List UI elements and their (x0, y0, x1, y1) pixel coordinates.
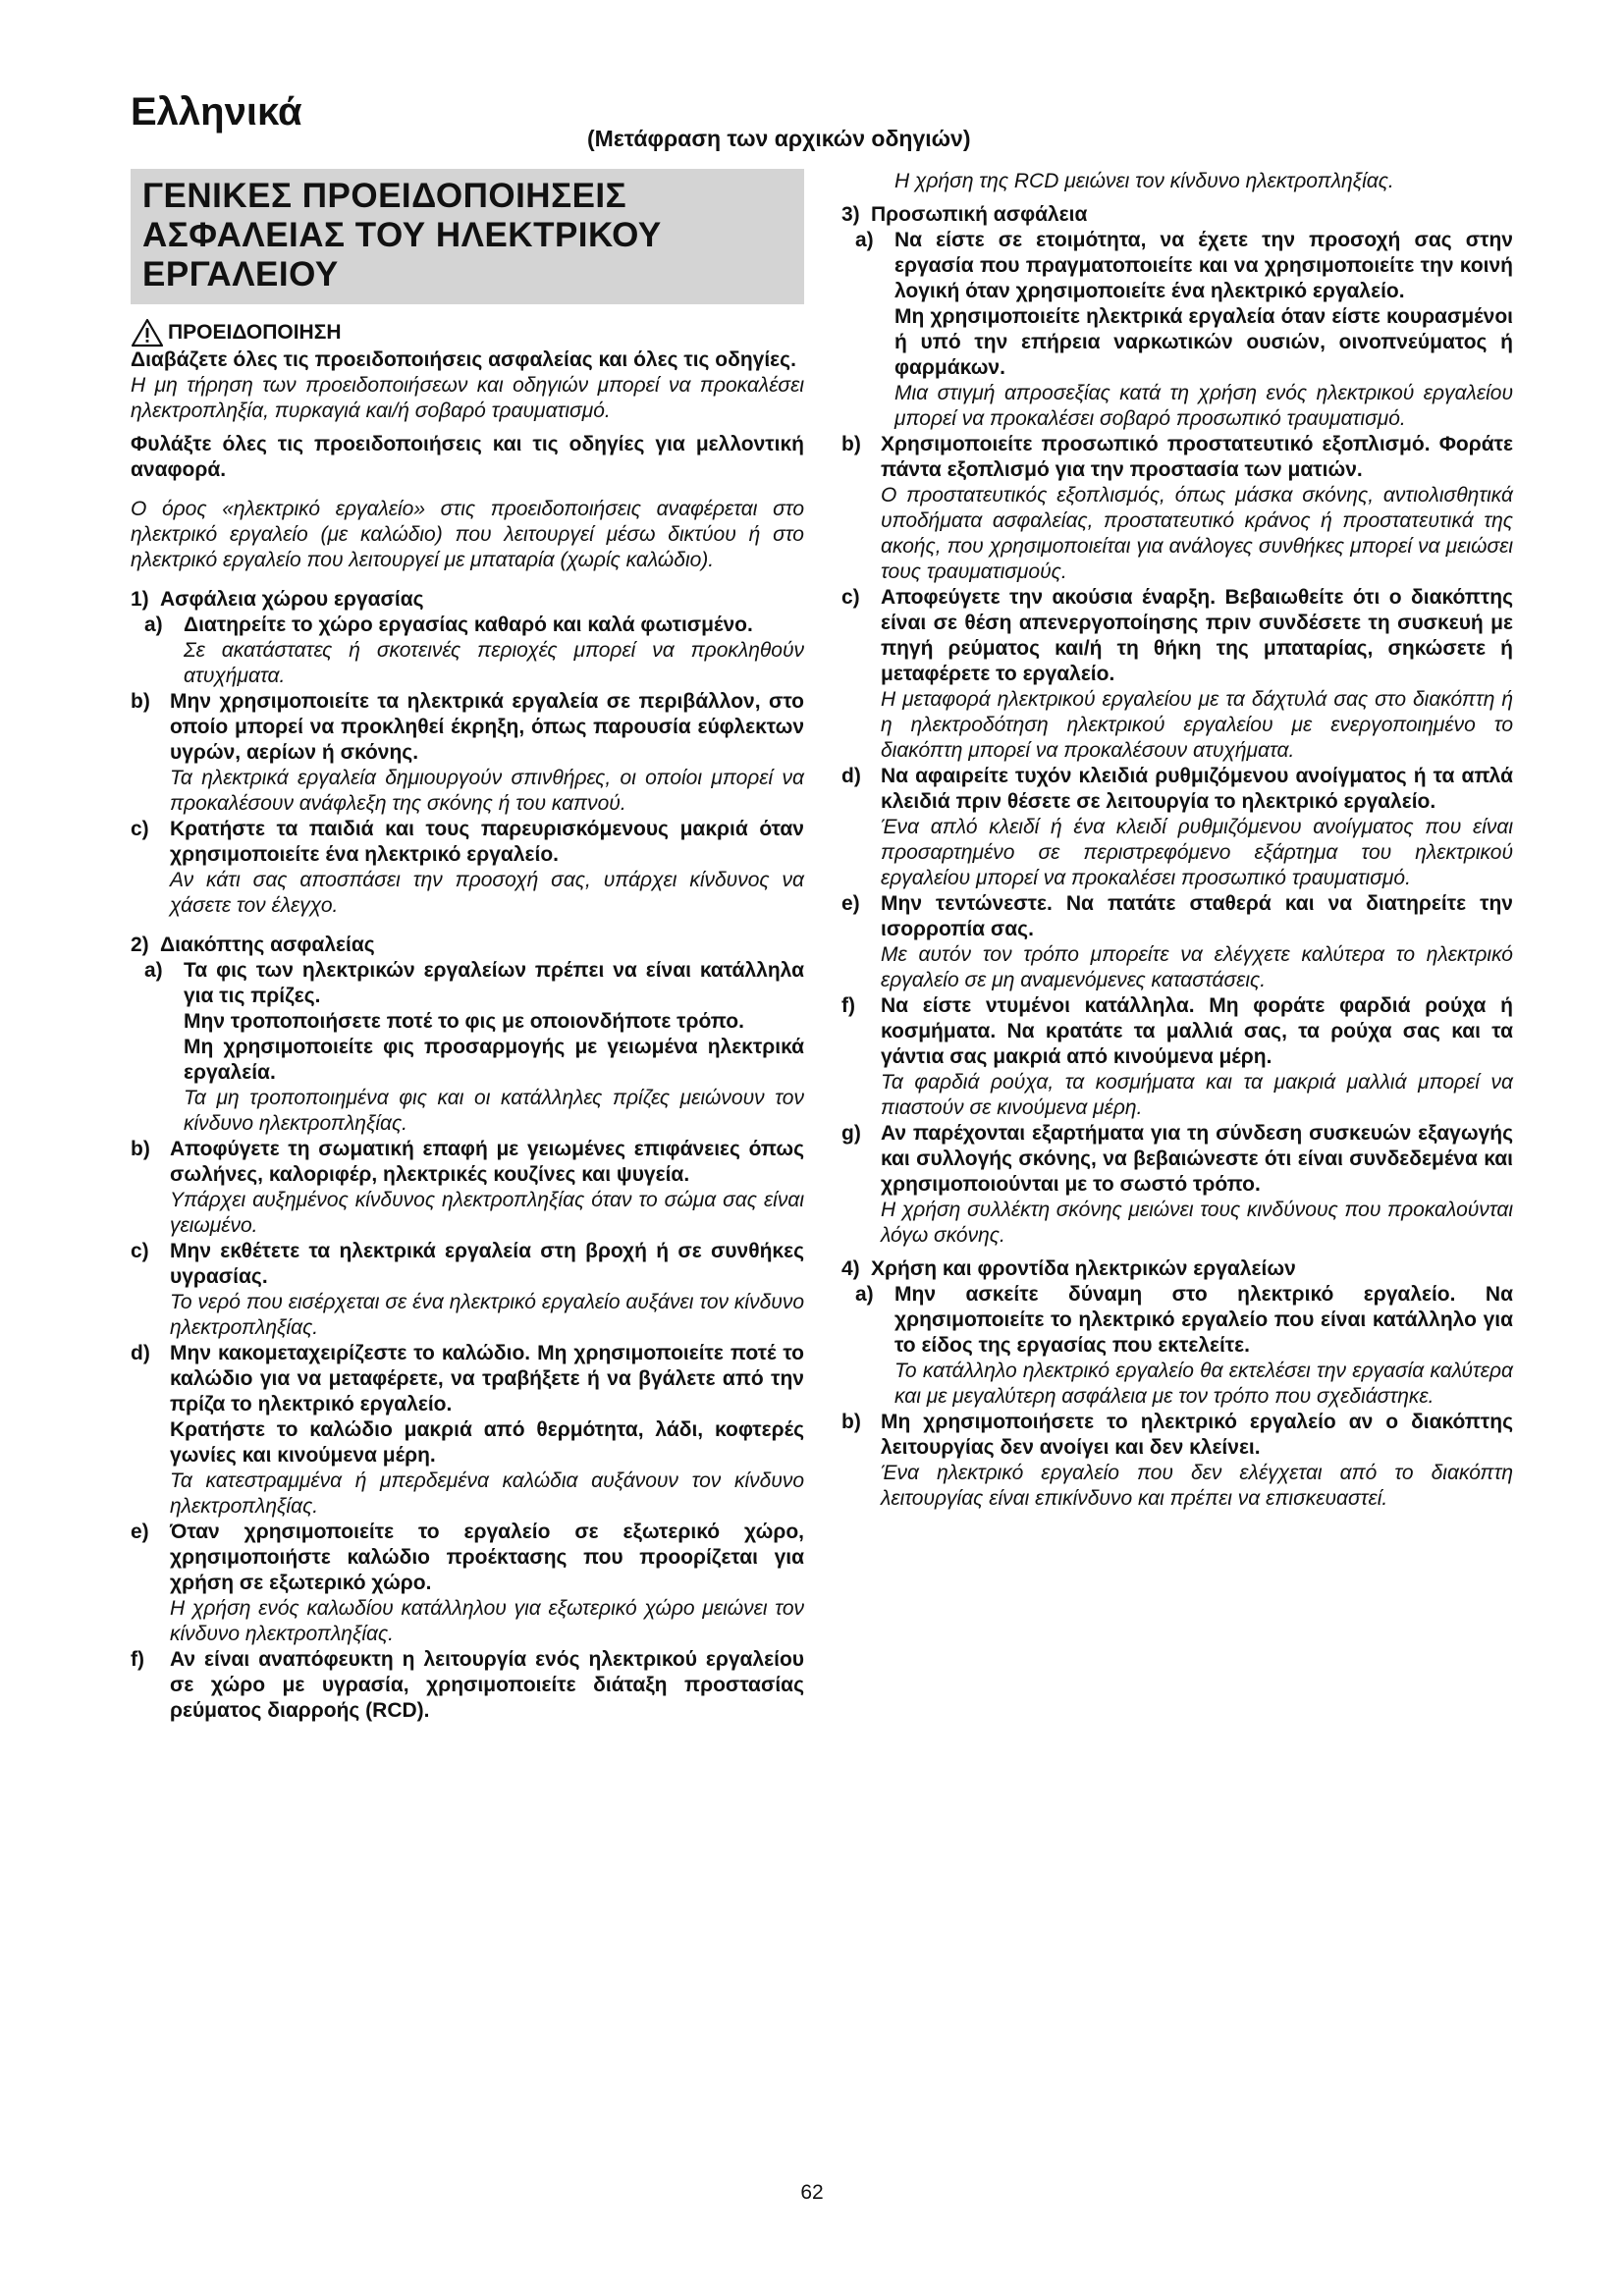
section-3-item-b: b) Χρησιμοποιείτε προσωπικό προστατευτικό εξοπλισμό. Φοράτε πάντα εξοπλισμό για την προστασία των ματιών. Ο προστατευτικός εξοπλισμός, όπως μάσκα σκόνης, αντιολισθητικά υποδήματα ασφαλείας, προστατευτικό κράνος ή προστατευτικά της ακοής, που χρησιμοποιείται για ανάλογες συνθήκες μπορεί να μειώσει τους τραυματισμούς. (841, 433, 1513, 583)
section-2-item-b: b) Αποφύγετε τη σωματική επαφή με γειωμένες επιφάνειες όπως σωλήνες, καλοριφέρ, ηλεκτρικές κουζίνες και ψυγεία. Υπάρχει αυξημένος κίνδυνος ηλεκτροπληξίας όταν το σώμα σας είναι γειωμένο. (131, 1138, 804, 1237)
warning-heading-label: ΠΡΟΕΙΔΟΠΟΙΗΣΗ (168, 321, 342, 344)
warning-triangle-icon (131, 318, 164, 347)
page-title: ΓΕΝΙΚΕΣ ΠΡΟΕΙΔΟΠΟΙΗΣΕΙΣ ΑΣΦΑΛΕΙΑΣ ΤΟΥ ΗΛΕΚΤΡΙΚΟΥ ΕΡΓΑΛΕΙΟΥ (131, 169, 804, 304)
warning-read-all: Διαβάζετε όλες τις προειδοποιήσεις ασφαλείας και όλες τις οδηγίες. (131, 348, 796, 371)
section-1-item-a: a) Διατηρείτε το χώρο εργασίας καθαρό και καλά φωτισμένο. Σε ακατάστατες ή σκοτεινές περιοχές μπορεί να προκληθούν ατυχήματα. (144, 614, 804, 687)
section-1-item-b: b) Μην χρησιμοποιείτε τα ηλεκτρικά εργαλεία σε περιβάλλον, στο οποίο μπορεί να προκληθεί έκρηξη, όπως παρουσία εύφλεκτων υγρών, αερίων ή σκόνης. Τα ηλεκτρικά εργαλεία δημιουργούν σπινθήρες, οι οποίοι μπορεί να προκαλέσουν ανάφλεξη της σκόνης ή του καπνού. (131, 690, 804, 815)
section-4-item-b: b) Μη χρησιμοποιήσετε το ηλεκτρικό εργαλείο αν ο διακόπτης λειτουργίας δεν ανοίγει και δεν κλείνει. Ένα ηλεκτρικό εργαλείο που δεν ελέγχεται από το διακόπτη λειτουργίας είναι επικίνδυνο και πρέπει να επισκευαστεί. (841, 1411, 1513, 1510)
section-2-item-d: d) Μην κακομεταχειρίζεστε το καλώδιο. Μη χρησιμοποιείτε ποτέ το καλώδιο για να μεταφέρετε, να τραβήξετε ή να βγάλετε από την πρίζα το ηλεκτρικό εργαλείο. Κρατήστε το καλώδιο μακριά από θερμότητα, λάδι, κοφτερές γωνίες και κινούμενα μέρη. Τα κατεστραμμένα ή μπερδεμένα καλώδια αυξάνουν τον κίνδυνο ηλεκτροπληξίας. (131, 1342, 804, 1518)
section-3-item-d: d) Να αφαιρείτε τυχόν κλειδιά ρυθμιζόμενου ανοίγματος ή τα απλά κλειδιά πριν θέσετε σε λειτουργία το ηλεκτρικό εργαλείο. Ένα απλό κλειδί ή ένα κλειδί ρυθμιζόμενου ανοίγματος που είναι προσαρτημένο σε περιστρεφόμενο εξάρτημα του ηλεκτρικού εργαλείου μπορεί να προκαλέσει προσωπικό τραυματισμό. (841, 765, 1513, 889)
section-3-item-e: e) Μην τεντώνεστε. Να πατάτε σταθερά και να διατηρείτε την ισορροπία σας. Με αυτόν τον τρόπο μπορείτε να ελέγχετε καλύτερα το ηλεκτρικό εργαλείο σε μη αναμενόμενες καταστάσεις. (841, 892, 1513, 991)
warning-consequence: Η μη τήρηση των προειδοποιήσεων και οδηγιών μπορεί να προκαλέσει ηλεκτροπληξία, πυρκαγιά και/ή σοβαρό τραυματισμό. (131, 374, 804, 422)
translation-note: (Μετάφραση των αρχικών οδηγιών) (587, 126, 971, 151)
section-2-item-f-note: Η χρήση της RCD μειώνει τον κίνδυνο ηλεκτροπληξίας. (894, 170, 1394, 192)
section-3-item-f: f) Να είστε ντυμένοι κατάλληλα. Μη φοράτε φαρδιά ρούχα ή κοσμήματα. Να κρατάτε τα μαλλιά σας, τα ρούχα σας και τα γάντια σας μακριά από κινούμενα μέρη. Τα φαρδιά ρούχα, τα κοσμήματα και τα μακριά μαλλιά μπορεί να πιαστούν σε κινούμενα μέρη. (841, 994, 1513, 1119)
section-1-item-c: c) Κρατήστε τα παιδιά και τους παρευρισκόμενους μακριά όταν χρησιμοποιείτε ένα ηλεκτρικό εργαλείο. Αν κάτι σας αποσπάσει την προσοχή σας, υπάρχει κίνδυνος να χάσετε τον έλεγχο. (131, 818, 804, 917)
section-3-item-a: a) Να είστε σε ετοιμότητα, να έχετε την προσοχή σας στην εργασία που πραγματοποιείτε και να χρησιμοποιείτε την κοινή λογική όταν χρησιμοποιείτε ένα ηλεκτρικό εργαλείο. Μη χρησιμοποιείτε ηλεκτρικά εργαλεία όταν είστε κουρασμένοι ή υπό την επήρεια ναρκωτικών ουσιών, οινοπνεύματος ή φαρμάκων. Μια στιγμή απροσεξίας κατά τη χρήση ενός ηλεκτρικού εργαλείου μπορεί να προκαλέσει σοβαρό προσωπικό τραυματισμό. (855, 229, 1513, 430)
page-number: 62 (800, 2181, 824, 2204)
warning-term-definition: Ο όρος «ηλεκτρικό εργαλείο» στις προειδοποιήσεις αναφέρεται στο ηλεκτρικό εργαλείο (με καλώδιο) που λειτουργεί μέσω δικτύου ή στο ηλεκτρικό εργαλείο που λειτουργεί με μπαταρία (χωρίς καλώδιο). (131, 498, 804, 571)
section-3-item-g: g) Αν παρέχονται εξαρτήματα για τη σύνδεση συσκευών εξαγωγής και συλλογής σκόνης, να βεβαιώνεστε ότι είναι συνδεδεμένα και χρησιμοποιούνται με το σωστό τρόπο. Η χρήση συλλέκτη σκόνης μειώνει τους κινδύνους που προκαλούνται λόγω σκόνης. (841, 1122, 1513, 1247)
section-3-heading: 3) Προσωπική ασφάλεια (841, 203, 1088, 226)
section-4-heading: 4) Χρήση και φροντίδα ηλεκτρικών εργαλείων (841, 1257, 1296, 1280)
section-3-item-c: c) Αποφεύγετε την ακούσια έναρξη. Βεβαιωθείτε ότι ο διακόπτης είναι σε θέση απενεργοποίησης πριν συνδέσετε τη συσκευή με πηγή ρεύματος και/ή τη θήκη της μπαταρίας, σηκώσετε ή μεταφέρετε το εργαλείο. Η μεταφορά ηλεκτρικού εργαλείου με τα δάχτυλά σας στο διακόπτη ή η ηλεκτροδότηση ηλεκτρικού εργαλείου με ενεργοποιημένο το διακόπτη μπορεί να προκαλέσουν ατυχήματα. (841, 586, 1513, 762)
section-2-heading: 2) Διακόπτης ασφαλείας (131, 934, 375, 956)
section-2-item-e: e) Όταν χρησιμοποιείτε το εργαλείο σε εξωτερικό χώρο, χρησιμοποιήστε καλώδιο προέκτασης που προορίζεται για χρήση σε εξωτερικό χώρο. Η χρήση ενός καλωδίου κατάλληλου για εξωτερικό χώρο μειώνει τον κίνδυνο ηλεκτροπληξίας. (131, 1521, 804, 1645)
left-column (131, 169, 804, 1724)
language-heading: Ελληνικά (131, 90, 302, 133)
right-column (841, 169, 1513, 1512)
section-1-heading: 1) Ασφάλεια χώρου εργασίας (131, 588, 424, 611)
section-2-item-c: c) Μην εκθέτετε τα ηλεκτρικά εργαλεία στη βροχή ή σε συνθήκες υγρασίας. Το νερό που εισέρχεται σε ένα ηλεκτρικό εργαλείο αυξάνει τον κίνδυνο ηλεκτροπληξίας. (131, 1240, 804, 1339)
warning-keep-instructions: Φυλάξτε όλες τις προειδοποιήσεις και τις οδηγίες για μελλοντική αναφορά. (131, 433, 804, 481)
section-2-item-a: a) Τα φις των ηλεκτρικών εργαλείων πρέπει να είναι κατάλληλα για τις πρίζες. Μην τροποποιήσετε ποτέ το φις με οποιονδήποτε τρόπο. Μη χρησιμοποιείτε φις προσαρμογής με γειωμένα ηλεκτρικά εργαλεία. Τα μη τροποποιημένα φις και οι κατάλληλες πρίζες μειώνουν τον κίνδυνο ηλεκτροπληξίας. (144, 959, 804, 1135)
section-2-item-f: f) Αν είναι αναπόφευκτη η λειτουργία ενός ηλεκτρικού εργαλείου σε χώρο με υγρασία, χρησιμοποιείτε διάταξη προστασίας ρεύματος διαρροής (RCD). (131, 1648, 804, 1722)
warning-heading (131, 318, 804, 347)
section-4-item-a: a) Μην ασκείτε δύναμη στο ηλεκτρικό εργαλείο. Να χρησιμοποιείτε το ηλεκτρικό εργαλείο που είναι κατάλληλο για το είδος της εργασίας που εκτελείτε. Το κατάλληλο ηλεκτρικό εργαλείο θα εκτελέσει την εργασία καλύτερα και με μεγαλύτερη ασφάλεια με τον τρόπο που σχεδιάστηκε. (855, 1283, 1513, 1408)
